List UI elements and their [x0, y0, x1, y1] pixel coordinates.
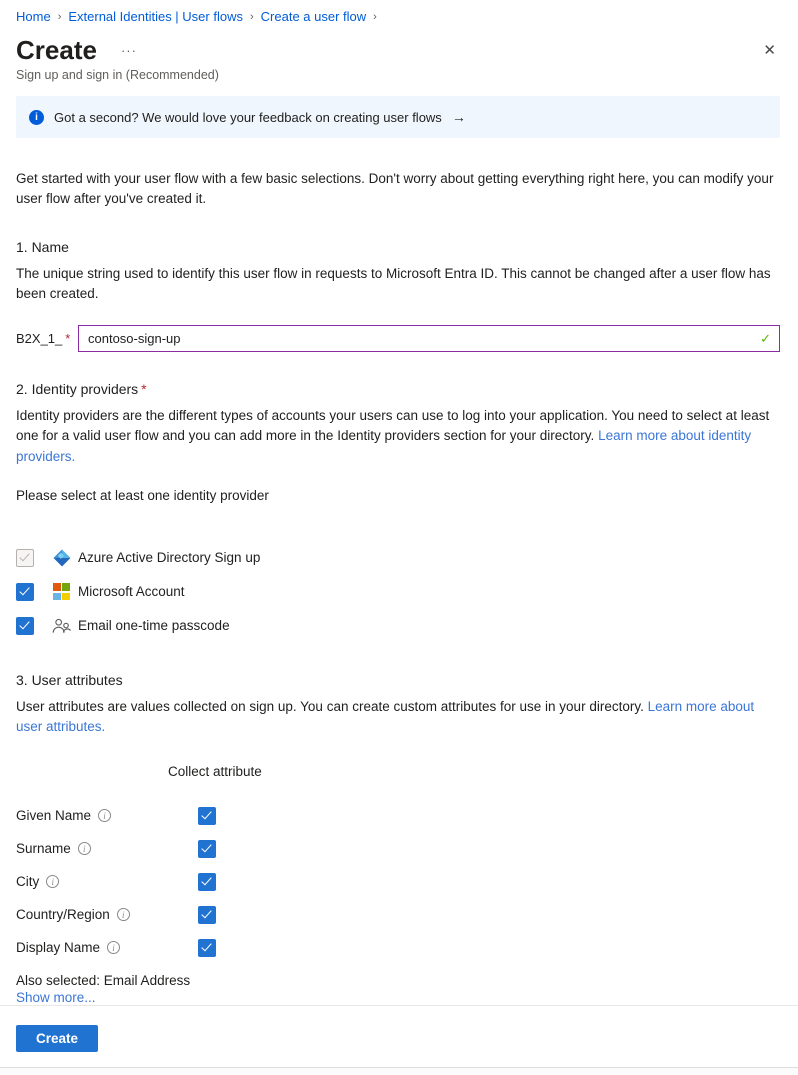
email-otp-checkbox[interactable]: [16, 617, 34, 635]
azure-ad-icon: [52, 548, 71, 567]
country-region-checkbox[interactable]: [198, 906, 216, 924]
user-flow-name-input[interactable]: [78, 325, 780, 352]
provider-row-microsoft-account: [16, 575, 780, 609]
attributes-section-description: [16, 697, 780, 738]
info-icon[interactable]: i: [78, 842, 91, 855]
feedback-banner[interactable]: [16, 96, 780, 138]
attribute-row-given-name: [16, 799, 780, 832]
info-icon: i: [29, 110, 44, 125]
attribute-label: Surname: [16, 841, 71, 857]
identity-heading-text: 2. Identity providers: [16, 381, 139, 397]
attribute-label: Country/Region: [16, 907, 110, 923]
bottom-strip: [0, 1067, 798, 1075]
blade-subtitle: Sign up and sign in (Recommended): [16, 68, 219, 82]
city-checkbox[interactable]: [198, 873, 216, 891]
learn-more-user-attributes-link[interactable]: Learn more about user attributes.: [16, 698, 755, 734]
attributes-section-heading: 3. User attributes: [16, 671, 123, 688]
provider-label: Email one-time passcode: [78, 618, 230, 634]
info-icon[interactable]: i: [117, 908, 130, 921]
collect-attribute-column-header: Collect attribute: [168, 764, 262, 780]
more-options-icon[interactable]: ···: [120, 42, 137, 58]
breadcrumb-external-identities[interactable]: External Identities | User flows: [68, 9, 243, 24]
attribute-label: Display Name: [16, 940, 101, 956]
attribute-row-country-region: [16, 898, 780, 931]
attribute-label: Given Name: [16, 808, 92, 824]
provider-row-azure-ad: [16, 541, 780, 575]
show-more-link[interactable]: Show more...: [16, 990, 96, 1006]
people-icon: [52, 616, 71, 635]
microsoft-account-checkbox[interactable]: [16, 583, 34, 601]
select-provider-subtext: Please select at least one identity provider: [16, 487, 269, 503]
close-icon[interactable]: ✕: [763, 41, 776, 59]
breadcrumb-home[interactable]: Home: [16, 9, 51, 24]
identity-description-text: Identity providers are the different types of accounts your users can use to log into your application. You need to select at least one for a valid user flow and you can add more in the Identity providers section for your directory.: [16, 408, 770, 444]
identity-section-heading: [16, 381, 780, 397]
feedback-banner-text: Got a second? We would love your feedback on creating user flows: [54, 109, 442, 125]
name-input-row: [16, 325, 780, 352]
provider-label: Microsoft Account: [78, 584, 185, 600]
info-icon[interactable]: i: [98, 809, 111, 822]
breadcrumb: [16, 0, 780, 24]
name-input-wrap: [78, 325, 780, 352]
intro-text: Get started with your user flow with a few basic selections. Don't worry about getting everything right here, you can modify your user flow after you've created it.: [16, 171, 774, 207]
blade-footer: [0, 1005, 798, 1067]
attribute-row-display-name: [16, 931, 780, 964]
display-name-checkbox[interactable]: [198, 939, 216, 957]
info-icon[interactable]: i: [46, 875, 59, 888]
attribute-row-surname: [16, 832, 780, 865]
required-asterisk: *: [141, 381, 147, 397]
provider-label: Azure Active Directory Sign up: [78, 550, 261, 566]
azure-ad-checkbox: [16, 549, 34, 567]
attribute-list: [16, 799, 780, 964]
breadcrumb-separator: ›: [249, 10, 254, 23]
breadcrumb-create-user-flow[interactable]: Create a user flow: [260, 9, 367, 24]
given-name-checkbox[interactable]: [198, 807, 216, 825]
also-selected-text: Also selected: Email Address: [16, 973, 191, 989]
attribute-row-city: [16, 865, 780, 898]
microsoft-logo-icon: [52, 582, 71, 601]
blade-header: [16, 37, 780, 63]
attributes-description-text: User attributes are values collected on sign up. You can create custom attributes for use in your directory.: [16, 698, 644, 714]
info-icon[interactable]: i: [107, 941, 120, 954]
identity-section-description: [16, 406, 780, 467]
name-prefix-label: [16, 331, 78, 346]
surname-checkbox[interactable]: [198, 840, 216, 858]
breadcrumb-separator: ›: [373, 10, 377, 23]
name-prefix-text: B2X_1_: [16, 331, 63, 346]
create-button[interactable]: Create: [16, 1025, 98, 1052]
required-asterisk: *: [65, 331, 71, 346]
valid-checkmark-icon: ✓: [760, 330, 771, 346]
learn-more-identity-providers-link[interactable]: Learn more about identity providers.: [16, 428, 752, 464]
breadcrumb-separator: ›: [57, 10, 62, 23]
provider-row-email-otp: [16, 609, 780, 643]
page-title: Create: [16, 35, 97, 65]
arrow-right-icon: →: [451, 109, 466, 125]
name-section-description: The unique string used to identify this user flow in requests to Microsoft Entra ID. This cannot be changed after a user flow has been created.: [16, 265, 771, 301]
name-section-heading: 1. Name: [16, 238, 69, 255]
identity-provider-list: [16, 541, 780, 643]
attribute-label: City: [16, 874, 40, 890]
